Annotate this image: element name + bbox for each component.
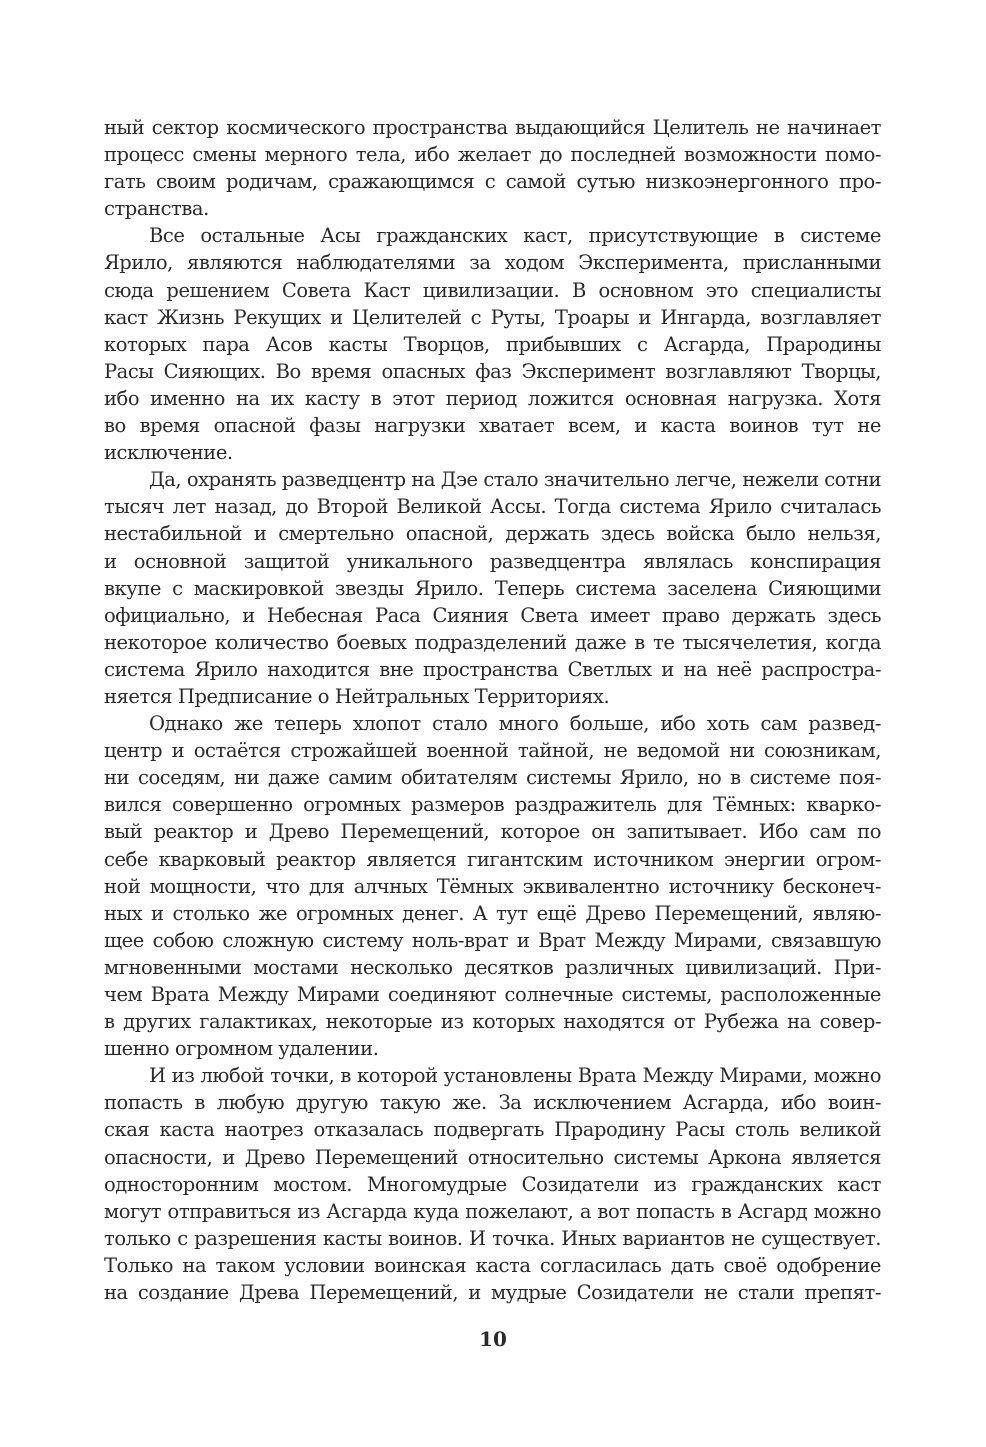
text-line: няется Предписание о Нейтральных Территориях. (104, 684, 610, 708)
text-line: вый реактор и Древо Перемещений, которое он запитывает. Ибо сам по (104, 820, 881, 844)
text-line: И из любой точки, в которой установлены Врата Между Мирами, можно (149, 1064, 881, 1088)
text-line: ибо именно на их касту в этот период ложится основная нагрузка. Хотя (104, 386, 881, 410)
text-line: Расы Сияющих. Во время опасных фаз Эксперимент возглавляют Творцы, (104, 359, 881, 383)
text-line: Однако же теперь хлопот стало много больше, ибо хоть сам развед- (149, 712, 881, 736)
text-line: тысяч лет назад, до Второй Великой Ассы. Тогда система Ярило считалась (104, 495, 881, 519)
text-line: могут отправиться из Асгарда куда пожелают, а вот попасть в Асгард можно (104, 1199, 881, 1223)
text-line: которых пара Асов касты Творцов, прибывших с Асгарда, Прародины (104, 332, 881, 356)
text-line: и основной защитой уникального разведцентра являлась конспирация (104, 549, 881, 573)
text-line: сюда решением Совета Каст цивилизации. В основном это специалисты (104, 278, 881, 302)
text-line: в других галактиках, некоторые из которых находятся от Рубежа на совер- (104, 1010, 881, 1034)
text-line: ной мощности, что для алчных Тёмных эквивалентно источнику бесконеч- (104, 874, 881, 898)
text-line: центр и остаётся строжайшей военной тайной, не ведомой ни союзникам, (104, 739, 881, 763)
text-line: процесс смены мерного тела, ибо желает до последней возможности помо- (104, 143, 881, 167)
text-line: Только на таком условии воинская каста согласилась дать своё одобрение (104, 1253, 881, 1277)
text-line: односторонним мостом. Многомудрые Созидатели из гражданских каст (104, 1172, 881, 1196)
paragraph (104, 114, 881, 222)
paragraph (104, 710, 881, 1062)
paragraph (104, 1062, 881, 1306)
page-number: 10 (479, 1327, 507, 1351)
text-line: система Ярило находится вне пространства Светлых и на неё распростра- (104, 657, 881, 681)
text-line: Ярило, являются наблюдателями за ходом Эксперимента, присланными (104, 251, 881, 275)
text-line: исключение. (104, 441, 233, 465)
text-line: Да, охранять разведцентр на Дэе стало значительно легче, нежели сотни (149, 468, 881, 492)
text-line: каст Жизнь Рекущих и Целителей с Руты, Троары и Ингарда, возглавляет (104, 305, 881, 329)
text-line: попасть в любую другую такую же. За исключением Асгарда, ибо воин- (104, 1091, 881, 1115)
text-line: ни соседям, ни даже самим обитателям системы Ярило, но в системе поя- (104, 766, 881, 790)
text-line: щее собою сложную систему ноль-врат и Врат Между Мирами, связавшую (104, 928, 881, 952)
text-line: нестабильной и смертельно опасной, держать здесь войска было нельзя, (104, 522, 881, 546)
text-line: некоторое количество боевых подразделений даже в те тысячелетия, когда (104, 630, 881, 654)
text-line: мгновенными мостами несколько десятков различных цивилизаций. При- (104, 955, 881, 979)
paragraph (104, 466, 881, 710)
text-line: ный сектор космического пространства выдающийся Целитель не начинает (104, 116, 881, 139)
text-line: себе кварковый реактор является гигантским источником энергии огром- (104, 847, 881, 871)
text-line: опасности, и Древо Перемещений относительно системы Аркона является (104, 1145, 881, 1169)
text-line: гать своим родичам, сражающимся с самой сутью низкоэнергонного про- (104, 170, 881, 194)
text-line: только с разрешения касты воинов. И точка. Иных вариантов не существует. (104, 1226, 881, 1250)
body-text (104, 114, 881, 1306)
text-line: на создание Древа Перемещений, и мудрые Созидатели не стали препят- (104, 1281, 881, 1305)
text-line: вкупе с маскировкой звезды Ярило. Теперь система заселена Сияющими (104, 576, 881, 600)
text-line: ных и столько же огромных денег. А тут ещё Древо Перемещений, являю- (104, 901, 881, 925)
text-line: шенно огромном удалении. (104, 1037, 379, 1061)
text-line: ская каста наотрез отказалась подвергать Прародину Расы столь великой (104, 1118, 881, 1142)
text-line: странства. (104, 197, 209, 221)
text-line: Все остальные Асы гражданских каст, присутствующие в системе (149, 224, 881, 248)
text-line: вился совершенно огромных размеров раздражитель для Тёмных: кварко- (104, 793, 881, 817)
text-line: во время опасной фазы нагрузки хватает всем, и каста воинов тут не (104, 414, 881, 438)
text-line: чем Врата Между Мирами соединяют солнечные системы, расположенные (104, 983, 881, 1006)
text-line: официально, и Небесная Раса Сияния Света имеет право держать здесь (104, 603, 881, 627)
paragraph (104, 222, 881, 466)
